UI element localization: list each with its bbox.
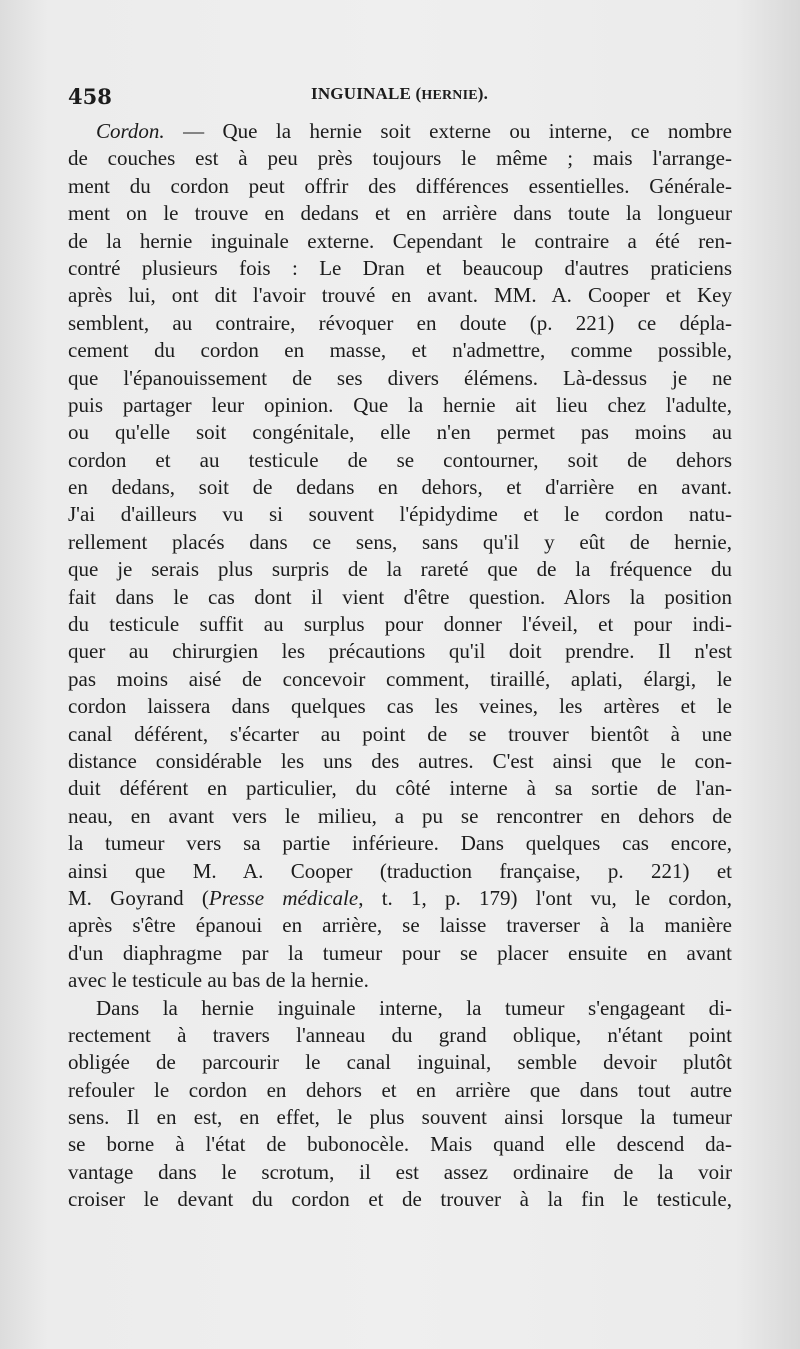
text-segment: fait dans le cas dont il vient d'être question. Alors la position xyxy=(68,584,732,609)
text-line xyxy=(68,1077,732,1104)
text-line xyxy=(68,228,732,255)
text-segment: J'ai d'ailleurs vu si souvent l'épidydime et le cordon natu- xyxy=(68,502,732,527)
text-line xyxy=(68,337,732,364)
text-line xyxy=(68,584,732,611)
text-segment: duit déférent en particulier, du côté interne à sa sortie de l'an- xyxy=(68,776,732,801)
text-segment: refouler le cordon en dehors et en arrière que dans tout autre xyxy=(68,1077,732,1102)
text-line xyxy=(68,693,732,720)
text-line xyxy=(68,145,732,172)
text-segment: vantage dans le scrotum, il est assez ordinaire de la voir xyxy=(68,1159,732,1184)
text-line xyxy=(68,885,732,912)
text-line xyxy=(68,912,732,939)
text-segment: de la hernie inguinale externe. Cependant le contraire a été ren- xyxy=(68,228,732,253)
text-segment: rellement placés dans ce sens, sans qu'il y eût de hernie, xyxy=(68,529,732,554)
text-segment: ou qu'elle soit congénitale, elle n'en permet pas moins au xyxy=(68,420,732,445)
text-segment: la tumeur vers sa partie inférieure. Dans quelques cas encore, xyxy=(68,831,732,856)
page-number: 458 xyxy=(68,84,112,109)
text-segment: canal déférent, s'écarter au point de se trouver bientôt à une xyxy=(68,721,732,746)
text-line xyxy=(68,501,732,528)
text-segment: en dedans, soit de dedans en dehors, et d'arrière en avant. xyxy=(68,475,732,500)
text-segment: distance considérable les uns des autres. C'est ainsi que le con- xyxy=(68,748,732,773)
text-line xyxy=(68,118,732,145)
text-segment: cordon et au testicule de se contourner, soit de dehors xyxy=(68,447,732,472)
italic-segment: Presse médicale xyxy=(208,885,359,910)
text-line xyxy=(68,1159,732,1186)
text-segment: que je serais plus surpris de la rareté que de la fréquence du xyxy=(68,557,732,582)
text-line xyxy=(68,556,732,583)
text-line xyxy=(68,173,732,200)
text-line xyxy=(68,282,732,309)
text-line xyxy=(68,1131,732,1158)
text-segment: contré plusieurs fois : Le Dran et beaucoup d'autres praticiens xyxy=(68,255,732,280)
text-line xyxy=(68,967,732,994)
text-line xyxy=(68,392,732,419)
text-line xyxy=(68,447,732,474)
italic-segment: Cordon. xyxy=(96,119,165,143)
text-segment: avec le testicule au bas de la hernie. xyxy=(68,968,369,993)
text-line xyxy=(68,529,732,556)
text-line xyxy=(68,419,732,446)
text-segment: cement du cordon en masse, et n'admettre, comme possible, xyxy=(68,338,732,363)
text-line xyxy=(68,858,732,885)
text-segment: que l'épanouissement de ses divers élémens. Là-dessus je ne xyxy=(68,365,732,390)
text-segment: ment du cordon peut offrir des différences essentielles. Générale- xyxy=(68,173,732,198)
text-segment: ainsi que M. A. Cooper (traduction française, p. 221) et xyxy=(68,858,732,883)
text-line xyxy=(68,830,732,857)
text-segment: puis partager leur opinion. Que la hernie ait lieu chez l'adulte, xyxy=(68,392,732,417)
text-segment: sens. Il en est, en effet, le plus souvent ainsi lorsque la tumeur xyxy=(68,1105,732,1130)
body-text xyxy=(68,118,732,1214)
text-line xyxy=(68,995,732,1022)
text-line xyxy=(68,200,732,227)
text-segment: d'un diaphragme par la tumeur pour se placer ensuite en avant xyxy=(68,940,732,965)
text-segment: semblent, au contraire, révoquer en doute (p. 221) ce dépla- xyxy=(68,310,732,335)
text-line xyxy=(68,1049,732,1076)
running-title-end: ). xyxy=(477,84,489,103)
text-segment: après s'être épanoui en arrière, se laisse traverser à la manière xyxy=(68,913,732,938)
text-line xyxy=(68,1186,732,1213)
text-segment: neau, en avant vers le milieu, a pu se rencontrer en dehors de xyxy=(68,803,732,828)
text-segment: du testicule suffit au surplus pour donner l'éveil, et pour indi- xyxy=(68,612,732,637)
text-line xyxy=(68,748,732,775)
text-line xyxy=(68,940,732,967)
text-line xyxy=(68,474,732,501)
text-line xyxy=(68,611,732,638)
running-title xyxy=(311,84,488,104)
text-segment: de couches est à peu près toujours le même ; mais l'arrange- xyxy=(68,146,732,171)
text-segment: croiser le devant du cordon et de trouver à la fin le testicule, xyxy=(68,1187,732,1212)
text-line xyxy=(68,1104,732,1131)
text-segment: rectement à travers l'anneau du grand oblique, n'étant point xyxy=(68,1022,732,1047)
text-segment: se borne à l'état de bubonocèle. Mais quand elle descend da- xyxy=(68,1132,732,1157)
text-line xyxy=(68,803,732,830)
running-title-small: HERNIE xyxy=(421,88,478,103)
text-segment: — Que la hernie soit externe ou interne, ce nombre xyxy=(164,119,732,143)
text-line xyxy=(68,666,732,693)
text-line xyxy=(68,255,732,282)
text-segment: pas moins aisé de concevoir comment, tiraillé, aplati, élargi, le xyxy=(68,666,732,691)
page-header xyxy=(68,84,732,114)
running-title-main: INGUINALE ( xyxy=(311,84,422,103)
text-segment: après lui, ont dit l'avoir trouvé en avant. MM. A. Cooper et Key xyxy=(68,283,732,308)
text-segment: ment on le trouve en dedans et en arrière dans toute la longueur xyxy=(68,201,732,226)
text-segment: obligée de parcourir le canal inguinal, semble devoir plutôt xyxy=(68,1050,732,1075)
text-line xyxy=(68,638,732,665)
text-line xyxy=(68,365,732,392)
text-segment: Dans la hernie inguinale interne, la tumeur s'engageant di- xyxy=(96,995,732,1020)
text-line xyxy=(68,1022,732,1049)
text-segment: cordon laissera dans quelques cas les veines, les artères et le xyxy=(68,694,732,719)
text-segment: quer au chirurgien les précautions qu'il doit prendre. Il n'est xyxy=(68,639,732,664)
text-segment: M. Goyrand ( xyxy=(68,885,209,910)
text-line xyxy=(68,775,732,802)
text-line xyxy=(68,310,732,337)
text-segment: , t. 1, p. 179) l'ont vu, le cordon, xyxy=(358,885,732,910)
text-line xyxy=(68,721,732,748)
